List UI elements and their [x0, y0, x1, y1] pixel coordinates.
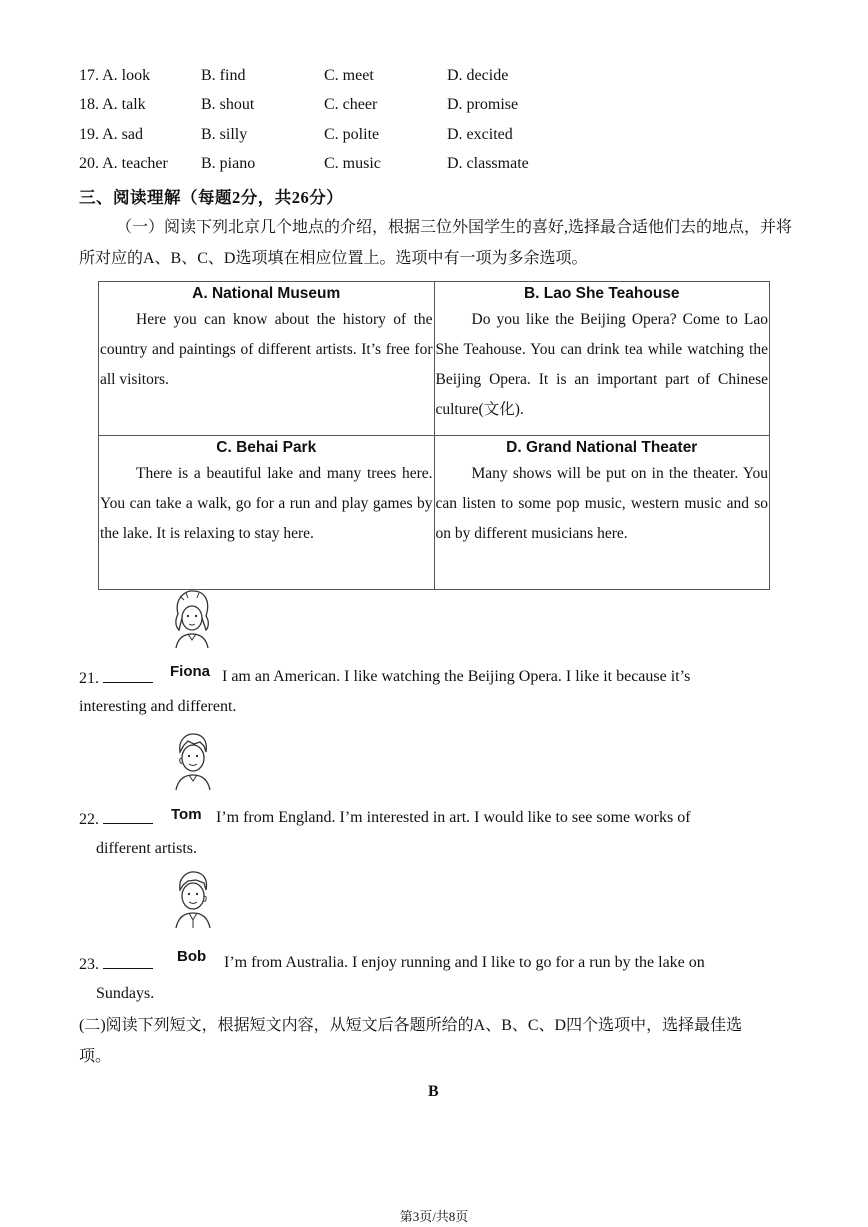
option-a: 18. A. talk — [79, 96, 146, 113]
girl-avatar-icon — [166, 588, 218, 648]
option-d: D. promise — [447, 96, 519, 113]
place-title: C. Behai Park — [216, 439, 317, 456]
place-title: D. Grand National Theater — [506, 439, 698, 456]
answer-blank[interactable] — [103, 809, 153, 824]
student-name: Tom — [171, 806, 202, 823]
option-a: 17. A. look — [79, 67, 151, 84]
part2-instructions: (二)阅读下列短文，根据短文内容，从短文后各题所给的A、B、C、D四个选项中，选择最佳选项。 — [79, 1017, 743, 1065]
options-row-17 — [79, 67, 779, 89]
option-d: D. classmate — [447, 155, 529, 172]
place-title: B. Lao She Teahouse — [523, 285, 680, 302]
answer-blank[interactable] — [103, 668, 153, 683]
option-c: C. meet — [324, 67, 374, 84]
table-row — [99, 436, 770, 590]
place-description: Do you like the Beijing Opera? Come to Lao She Teahouse. You can drink tea while watching the Beijing Opera. It is an important part of Chinese culture(文化). — [435, 311, 768, 418]
student-name: Fiona — [170, 663, 210, 680]
options-row-20 — [79, 155, 779, 177]
question-text: I’m from Australia. I enjoy running and I like to go for a run by the lake on — [224, 954, 705, 971]
question-text-continued: Sundays. — [96, 985, 155, 1002]
student-name: Bob — [177, 948, 207, 965]
question-number: 21. — [79, 670, 99, 687]
places-table — [98, 281, 770, 590]
place-description: Many shows will be put on in the theater. You can listen to some pop music, western music and so on by different musicians here. — [435, 465, 768, 542]
place-cell-b — [434, 282, 770, 436]
option-a: 20. A. teacher — [79, 155, 168, 172]
option-b: B. silly — [201, 126, 248, 143]
option-b: B. shout — [201, 96, 255, 113]
boy-avatar-icon — [166, 868, 218, 928]
place-cell-d — [434, 436, 770, 590]
place-description: There is a beautiful lake and many trees here. You can take a walk, go for a run and play games by the lake. It is relaxing to stay here. — [100, 465, 433, 542]
question-number: 22. — [79, 811, 99, 828]
option-b: B. piano — [201, 155, 256, 172]
question-text-continued: interesting and different. — [79, 698, 237, 715]
option-c: C. music — [324, 155, 381, 172]
question-text-continued: different artists. — [96, 840, 198, 857]
option-b: B. find — [201, 67, 246, 84]
page-footer: 第3页/共8页 — [399, 1209, 469, 1224]
options-row-18 — [79, 96, 779, 118]
answer-blank[interactable] — [103, 954, 153, 969]
option-c: C. cheer — [324, 96, 378, 113]
option-a: 19. A. sad — [79, 126, 143, 143]
option-d: D. decide — [447, 67, 509, 84]
question-21 — [79, 668, 153, 688]
options-row-19 — [79, 126, 779, 148]
question-text: I am an American. I like watching the Beijing Opera. I like it because it’s — [222, 668, 691, 685]
part1-instructions: （一）阅读下列北京几个地点的介绍，根据三位外国学生的喜好,选择最合适他们去的地点，并将所对应的A、B、C、D选项填在相应位置上。选项中有一项为多余选项。 — [79, 219, 793, 267]
place-cell-a — [99, 282, 435, 436]
table-row — [99, 282, 770, 436]
option-c: C. polite — [324, 126, 380, 143]
boy-avatar-icon — [166, 730, 218, 790]
passage-label: B — [428, 1083, 439, 1100]
section-title: 三、阅读理解（每题2分，共26分） — [79, 188, 344, 207]
place-description: Here you can know about the history of the country and paintings of different artists. It’s free for all visitors. — [100, 311, 433, 388]
place-cell-c — [99, 436, 435, 590]
place-title: A. National Museum — [192, 285, 341, 302]
question-number: 23. — [79, 956, 99, 973]
question-text: I’m from England. I’m interested in art. I would like to see some works of — [216, 809, 691, 826]
question-22 — [79, 809, 153, 829]
question-23 — [79, 954, 153, 974]
option-d: D. excited — [447, 126, 513, 143]
